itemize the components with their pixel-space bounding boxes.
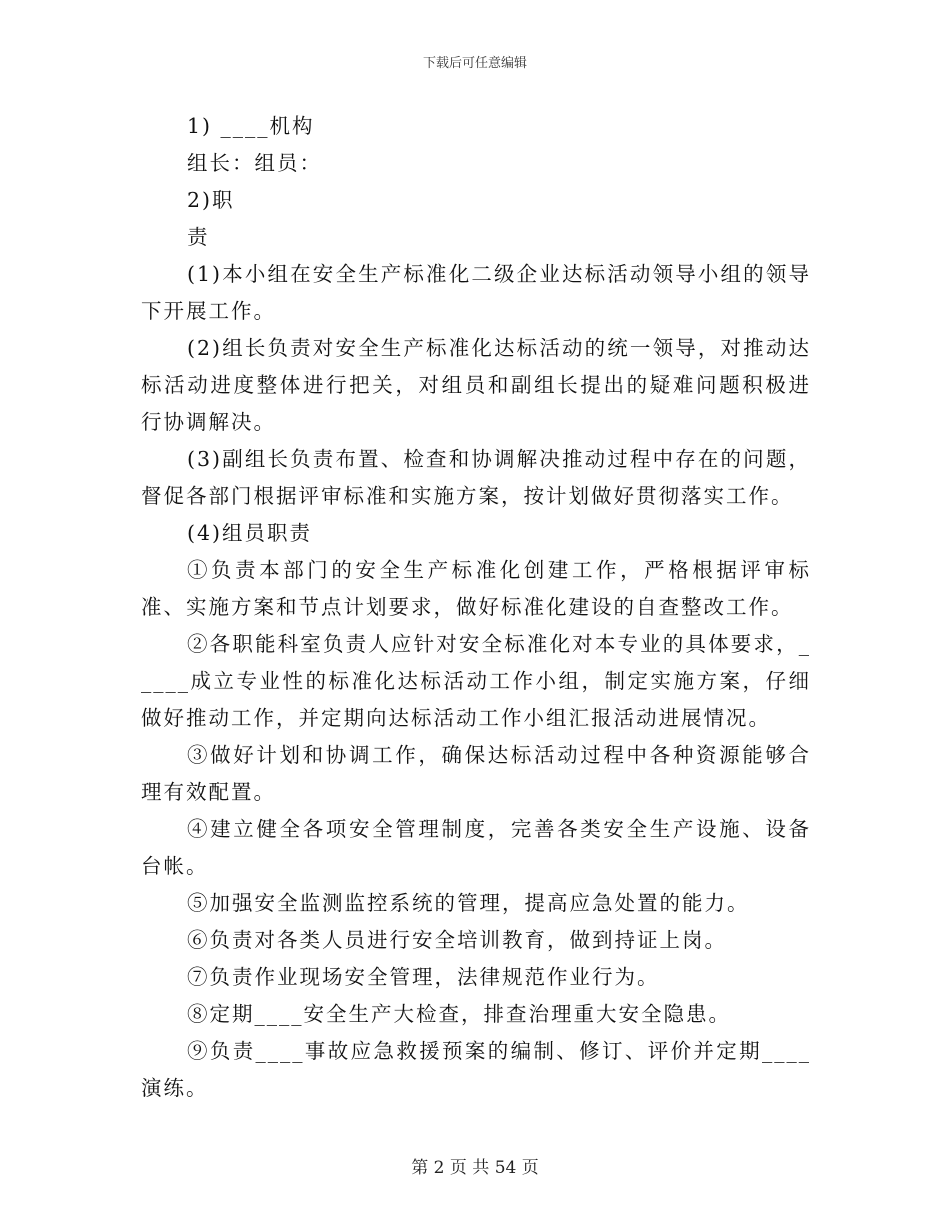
- paragraph: ②各职能科室负责人应针对安全标准化对本专业的具体要求，_____成立专业性的标准化达标活动工作小组，制定实施方案，仔细做好推动工作，并定期向达标活动工作小组汇报活动进展情况。: [141, 632, 811, 730]
- paragraph: ③做好计划和协调工作，确保达标活动过程中各种资源能够合理有效配置。: [141, 743, 811, 804]
- paragraph: ⑧定期____安全生产大检查，排查治理重大安全隐患。: [187, 1002, 731, 1026]
- paragraph: ⑤加强安全监测监控系统的管理，提高应急处置的能力。: [187, 891, 750, 915]
- page-number: 第 2 页 共 54 页: [411, 1158, 539, 1178]
- paragraph: ④建立健全各项安全管理制度，完善各类安全生产设施、设备台帐。: [141, 817, 811, 878]
- paragraph: 责: [187, 225, 210, 249]
- paragraph: ⑨负责____事故应急救援预案的编制、修订、评价并定期____演练。: [141, 1039, 811, 1100]
- paragraph: (4)组员职责: [187, 521, 313, 545]
- paragraph: ⑦负责作业现场安全管理，法律规范作业行为。: [187, 965, 660, 989]
- paragraph: 组长：组员：: [187, 151, 322, 175]
- page-header: 下载后可任意编辑: [422, 56, 527, 71]
- document-body: [141, 108, 811, 1107]
- paragraph: 1) ____机构: [187, 114, 315, 138]
- paragraph: ⑥负责对各类人员进行安全培训教育，做到持证上岗。: [187, 928, 727, 952]
- paragraph: (1)本小组在安全生产标准化二级企业达标活动领导小组的领导下开展工作。: [141, 262, 811, 323]
- paragraph: ①负责本部门的安全生产标准化创建工作，严格根据评审标准、实施方案和节点计划要求，做好标准化建设的自查整改工作。: [141, 558, 811, 619]
- paragraph: 2)职: [187, 188, 235, 212]
- paragraph: (2)组长负责对安全生产标准化达标活动的统一领导，对推动达标活动进度整体进行把关，对组员和副组长提出的疑难问题积极进行协调解决。: [141, 336, 811, 434]
- paragraph: (3)副组长负责布置、检查和协调解决推动过程中存在的问题，督促各部门根据评审标准和实施方案，按计划做好贯彻落实工作。: [141, 447, 811, 508]
